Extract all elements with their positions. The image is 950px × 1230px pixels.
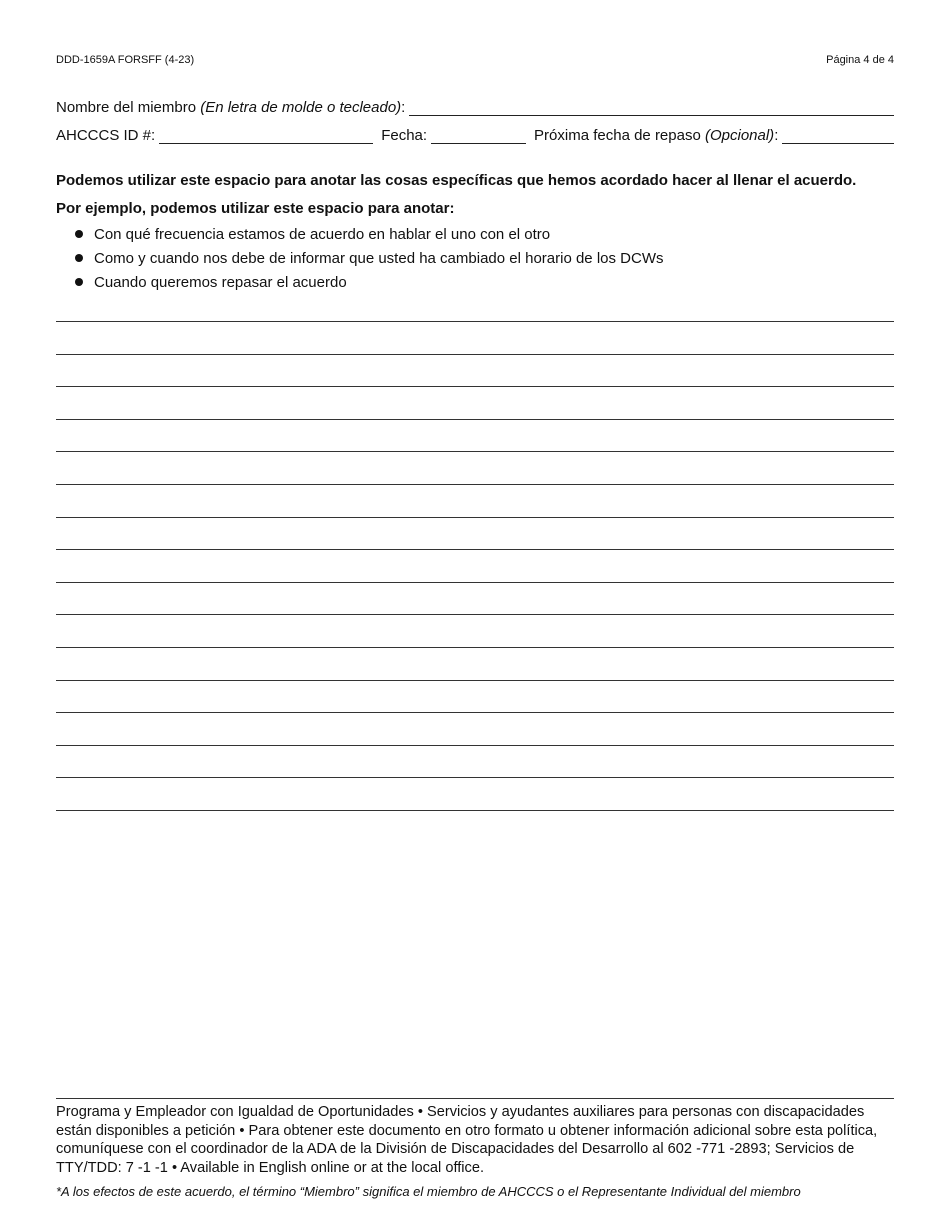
form-code: DDD-1659A FORSFF (4-23) bbox=[56, 54, 195, 66]
notes-line[interactable] bbox=[56, 549, 894, 550]
list-item: Con qué frecuencia estamos de acuerdo en hablar el uno con el otro bbox=[74, 222, 663, 246]
next-review-label: Próxima fecha de repaso (Opcional): bbox=[534, 127, 779, 144]
member-name-field[interactable] bbox=[409, 101, 894, 116]
notes-line[interactable] bbox=[56, 386, 894, 387]
notes-line[interactable] bbox=[56, 517, 894, 518]
notes-line[interactable] bbox=[56, 484, 894, 485]
notes-line[interactable] bbox=[56, 745, 894, 746]
footer-text: Programa y Empleador con Igualdad de Oportunidades • Servicios y ayudantes auxiliares para personas con discapacidades están disponibles a petición • Para obtener este documento en otro formato u obtener información adicional sobre esta política, comuníquese con el coordinador de la ADA de la División de Discapacidades del Desarrollo al 602 -771 -2893; Servicios de TTY/TDD: 7 -1 -1 • Available in English online or at the local office. bbox=[56, 1104, 878, 1176]
notes-line[interactable] bbox=[56, 810, 894, 811]
bullet-icon bbox=[75, 254, 83, 262]
notes-line[interactable] bbox=[56, 647, 894, 648]
date-label: Fecha: bbox=[381, 127, 428, 144]
footer-divider bbox=[56, 1098, 894, 1099]
date-field[interactable] bbox=[431, 129, 526, 144]
list-item: Como y cuando nos debe de informar que usted ha cambiado el horario de los DCWs bbox=[74, 246, 663, 270]
page-number: Página 4 de 4 bbox=[826, 54, 894, 66]
notes-line[interactable] bbox=[56, 680, 894, 681]
ahcccs-id-label: AHCCCS ID #: bbox=[56, 127, 156, 144]
intro-text: Podemos utilizar este espacio para anotar las cosas específicas que hemos acordado hacer al llenar el acuerdo. bbox=[56, 172, 857, 189]
id-date-row bbox=[56, 127, 894, 144]
ahcccs-id-field[interactable] bbox=[159, 129, 373, 144]
notes-line[interactable] bbox=[56, 614, 894, 615]
notes-line[interactable] bbox=[56, 419, 894, 420]
notes-line[interactable] bbox=[56, 321, 894, 322]
notes-line[interactable] bbox=[56, 712, 894, 713]
notes-area[interactable] bbox=[56, 321, 894, 843]
notes-line[interactable] bbox=[56, 582, 894, 583]
notes-line[interactable] bbox=[56, 451, 894, 452]
list-item: Cuando queremos repasar el acuerdo bbox=[74, 270, 663, 294]
footer-note: *A los efectos de este acuerdo, el término “Miembro” significa el miembro de AHCCCS o el Representante Individual del miembro bbox=[56, 1184, 801, 1199]
next-review-field[interactable] bbox=[782, 129, 894, 144]
bullet-icon bbox=[75, 278, 83, 286]
notes-line[interactable] bbox=[56, 354, 894, 355]
notes-line[interactable] bbox=[56, 777, 894, 778]
member-name-label: Nombre del miembro (En letra de molde o tecleado): bbox=[56, 99, 406, 116]
member-name-row bbox=[56, 99, 894, 116]
example-list bbox=[74, 222, 663, 294]
bullet-icon bbox=[75, 230, 83, 238]
example-heading: Por ejemplo, podemos utilizar este espacio para anotar: bbox=[56, 200, 455, 217]
